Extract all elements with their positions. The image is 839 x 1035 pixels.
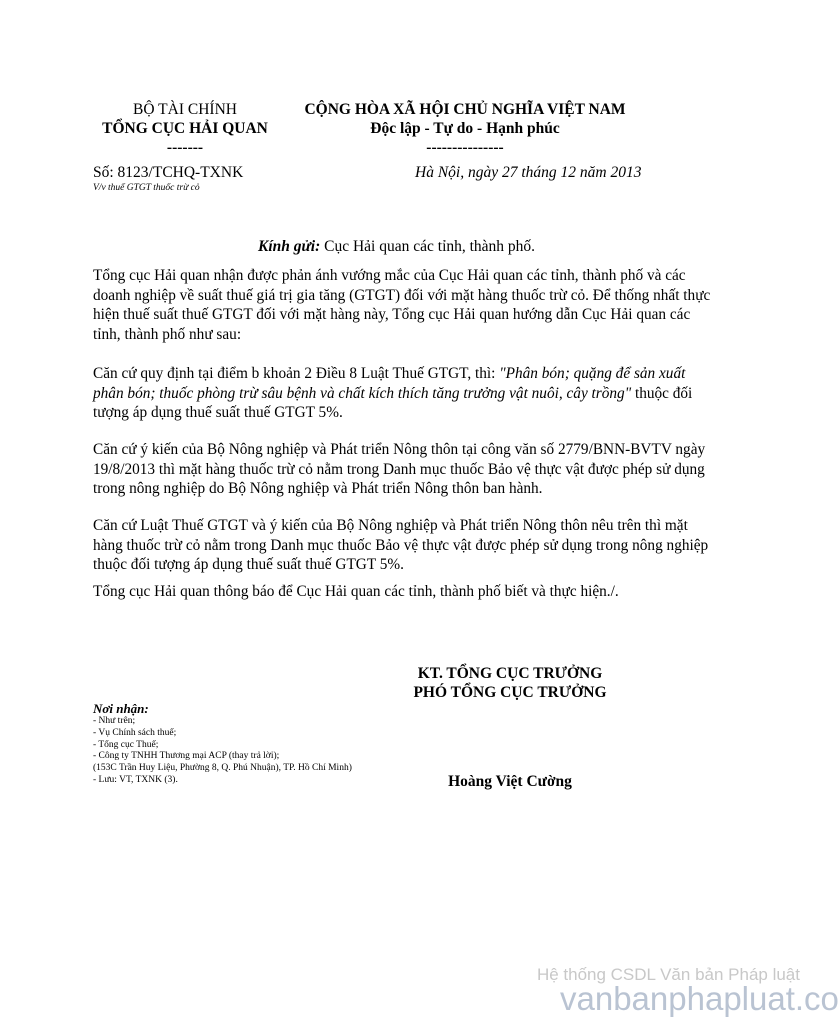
issuer-divider: ------- <box>166 139 204 156</box>
department-name: TỔNG CỤC HẢI QUAN <box>102 120 268 137</box>
signer-name: Hoàng Việt Cường <box>448 773 572 790</box>
recipient-item: - Tổng cục Thuế; <box>93 739 159 750</box>
country-name: CỘNG HÒA XÃ HỘI CHỦ NGHĨA VIỆT NAM <box>304 101 626 118</box>
signature-line-1: KT. TỔNG CỤC TRƯỞNG <box>417 665 603 682</box>
law-quote: "Phân bón; quặng để sản xuất phân bón; thuốc phòng trừ sâu bệnh và chất kích thích tăng trưởng vật nuôi, cây trồng" <box>93 365 686 402</box>
addressee-text: Cục Hải quan các tỉnh, thành phố. <box>320 238 536 255</box>
watermark-site: vanbanphapluat.co <box>560 980 839 1017</box>
body-paragraph-5: Tổng cục Hải quan thông báo để Cục Hải quan các tỉnh, thành phố biết và thực hiện./. <box>93 583 619 600</box>
recipient-item: - Như trên; <box>93 716 136 726</box>
motto-divider: --------------- <box>426 139 504 156</box>
body-paragraph-2 <box>93 364 713 423</box>
document-subject: V/v thuế GTGT thuốc trừ cỏ <box>93 183 200 193</box>
signature-line-2: PHÓ TỔNG CỤC TRƯỞNG <box>413 684 607 701</box>
national-header <box>290 100 640 157</box>
recipient-item: - Vụ Chính sách thuế; <box>93 727 177 738</box>
addressee-label: Kính gửi: <box>258 238 321 255</box>
issuer-block <box>90 100 280 157</box>
document-number: Số: 8123/TCHQ-TXNK <box>93 164 244 181</box>
body-paragraph-4: Căn cứ Luật Thuế GTGT và ý kiến của Bộ Nông nghiệp và Phát triển Nông thôn nêu trên thì mặt hàng thuốc trừ cỏ nằm trong Danh mục thuốc Bảo vệ thực vật được phép sử dụng trong nông nghiệp thuộc đối tượng áp dụng thuế suất thuế GTGT 5%. <box>93 517 709 573</box>
recipient-item: - Lưu: VT, TXNK (3). <box>93 774 178 785</box>
watermark-caption: Hệ thống CSDL Văn bản Pháp luật <box>536 965 800 984</box>
paragraph-2-end: thuộc đối tượng áp dụng thuế suất thuế GTGT 5%. <box>93 384 693 421</box>
place-and-date: Hà Nội, ngày 27 tháng 12 năm 2013 <box>415 164 642 181</box>
recipient-item: (153C Trần Huy Liệu, Phường 8, Q. Phú Nhuận), TP. Hồ Chí Minh) <box>93 763 352 774</box>
addressee <box>258 238 535 256</box>
paragraph-2-intro: Căn cứ quy định tại điểm b khoản 2 Điều 8 Luật Thuế GTGT, thì: <box>93 365 500 382</box>
ministry-name: BỘ TÀI CHÍNH <box>133 101 237 118</box>
recipients-title: Nơi nhận: <box>93 701 149 716</box>
recipients-list <box>93 716 368 787</box>
national-motto: Độc lập - Tự do - Hạnh phúc <box>370 120 560 137</box>
body-paragraph-3: Căn cứ ý kiến của Bộ Nông nghiệp và Phát triển Nông thôn tại công văn số 2779/BNN-BVTV ngày 19/8/2013 thì mặt hàng thuốc trừ cỏ nằm trong Danh mục thuốc Bảo vệ thực vật được phép sử dụng trong nông nghiệp do Bộ Nông nghiệp và Phát triển Nông thôn ban hành. <box>93 441 706 497</box>
body-paragraph-1: Tổng cục Hải quan nhận được phản ánh vướng mắc của Cục Hải quan các tỉnh, thành phố và các doanh nghiệp về suất thuế giá trị gia tăng (GTGT) đối với mặt hàng thuốc trừ cỏ. Để thống nhất thực hiện thuế suất thuế GTGT đối với mặt hàng này, Tổng cục Hải quan hướng dẫn Cục Hải quan các tỉnh, thành phố như sau: <box>93 267 711 343</box>
recipient-item: - Công ty TNHH Thương mại ACP (thay trả lời); <box>93 751 280 762</box>
signature-title <box>370 664 650 702</box>
